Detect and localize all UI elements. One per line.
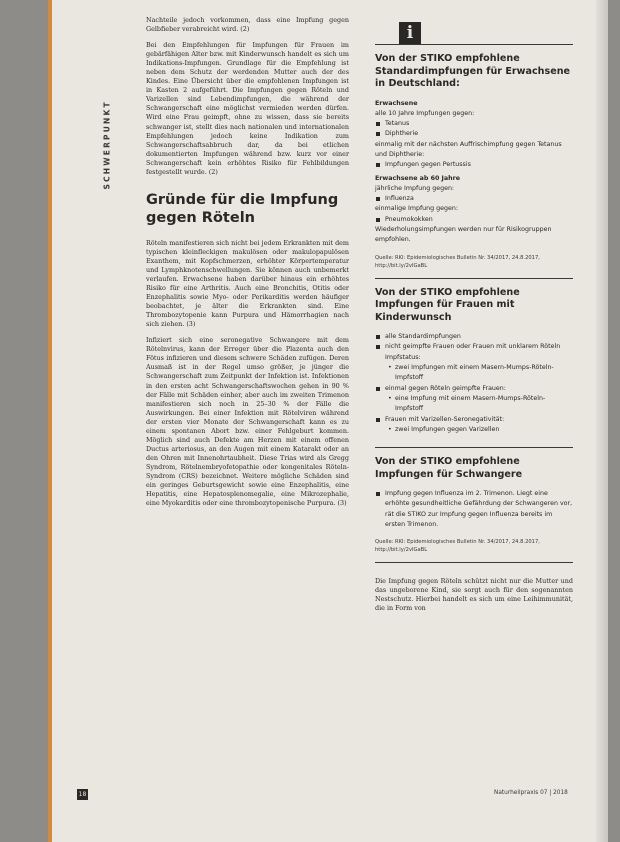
sub-list-item: • eine Impfung mit einem Masern-Mumps-Röteln-Impfstoff (375, 394, 573, 415)
list-item: alle Standardimpfungen (375, 332, 573, 342)
paragraph: Nachteile jedoch vorkommen, dass eine Impfung gegen Gelbfieber verabreicht wird. (2) (146, 16, 349, 34)
right-column (375, 22, 573, 620)
note: einmalig mit der nächsten Auffrischimpfung gegen Tetanus und Diphtherie: (375, 140, 562, 158)
sub-list-item: • zwei Impfungen mit einem Masern-Mumps-Röteln-Impfstoff (375, 363, 573, 384)
divider (375, 44, 573, 45)
paragraph: Röteln manifestieren sich nicht bei jedem Erkrankten mit dem typischen kleinfleckigen makulösen oder makulopapulösen Exanthem, mit Kopfschmerzen, erhöhter Körpertemperatur und Lymphknotenschwellungen. Sie können auch unbemerkt verlaufen. Erwachsene haben darüber hinaus ein erhöhtes Risiko für eine Arthritis. Auch eine Bronchitis, Otitis oder Enzephalitis sowie Myo- oder Perikarditis werden häufiger beobachtet, je älter die Erkrankten sind. Eine Thrombozytopenie kann Purpura und Hämorrhagien nach sich ziehen. (3) (146, 238, 349, 329)
list-item: Frauen mit Varizellen-Seronegativität: (375, 415, 573, 425)
group-label: Erwachsene (375, 99, 418, 107)
box-title: Von der STIKO empfohlene Impfungen für Frauen mit Kinderwunsch (375, 286, 520, 323)
list-item: nicht geimpfte Frauen oder Frauen mit unklarem Röteln Impfstatus: (375, 342, 573, 363)
divider (375, 562, 573, 563)
list-item: Diphtherie (375, 129, 573, 139)
group-label: Erwachsene ab 60 Jahre (375, 174, 461, 182)
list-item: Tetanus (375, 119, 573, 129)
page-curl-shadow (596, 0, 608, 842)
section-label (100, 42, 114, 192)
footer-publication: Naturheilpraxis 07 | 2018 (494, 790, 568, 796)
note: einmalige Impfung gegen: (375, 205, 459, 213)
section-label-text: SCHWERPUNKT (102, 100, 112, 190)
box-title: Von der STIKO empfohlene Standardimpfungen für Erwachsene in Deutschland: (375, 53, 571, 89)
group-sub: alle 10 Jahre Impfungen gegen: (375, 109, 475, 117)
info-box-kinderwunsch (375, 287, 573, 435)
source-note: Quelle: RKI: Epidemiologisches Bulletin Nr. 34/2017, 24.8.2017, http://bit.ly/2vIGaBL (375, 539, 540, 554)
paragraph: Bei den Empfehlungen für Impfungen für Frauen im gebärfähigen Alter bzw. mit Kinderwunsch handelt es sich um Indikations-Impfungen. Grundlage für die Empfehlung ist neben dem Schutz der werdenden Mutter auch der des Kindes. Eine Übersicht über die empfohlenen Impfungen ist in Kasten 2 aufgeführt. Die Impfungen gegen Röteln und Varizellen sind Lebendimpfungen, die während der Schwangerschaft eine möglichst vermieden werden dürfen. Wird eine Frau geimpft, ohne zu wissen, dass sie bereits schwanger ist, stellt dies nach nationalen und internationalen Empfehlungen jedoch keine Indikation zum Schwangerschaftsabbruch dar, da bei etlichen dokumentierten Impfungen während bzw. kurz vor einer Schwangerschaft kein erhöhtes Risiko für Fehlbildungen festgestellt wurde. (2) (146, 41, 349, 176)
list-item: Impfung gegen Influenza im 2. Trimenon. Liegt eine erhöhte gesundheitliche Gefährdung der Schwangeren vor, rät die STIKO zur Impfung gegen Influenza bereits im ersten Trimenon. (375, 489, 573, 530)
box-title: Von der STIKO empfohlene Impfungen für Schwangere (375, 456, 523, 480)
sub-list-item: • zwei Impfungen gegen Varizellen (375, 425, 573, 435)
divider (375, 447, 573, 448)
note: Wiederholungsimpfungen werden nur für Risikogruppen empfohlen. (375, 226, 552, 244)
left-column (146, 16, 349, 515)
paragraph: Infiziert sich eine seronegative Schwangere mit dem Rötelnvirus, kann der Erreger über die Plazenta auch den Fötus infizieren und diesem schwere Schäden zufügen. Deren Ausmaß ist in der Regel umso größer, je jünger die Schwangerschaft zum Zeitpunkt der Infektion ist. Infektionen in den ersten acht Schwangerschaftswochen gehen in 90 % der Fälle mit Schäden einher, aber auch im zweiten Trimenon manifestieren sich noch in 25–30 % der Fälle die Auswirkungen. Bei einer Infektion mit Rötelviren während der ersten vier Monate der Schwangerschaft kann es zu einem spontanen Abort bzw. einer Fehlgeburt kommen. Möglich sind auch Defekte am Herzen mit einem offenen Ductus arteriosus, an den Augen mit einem Katarakt oder an den Ohren mit Innenohrtaubheit. Diese Trias wird als Gregg Syndrom, Rötelnembryofetopathie oder kongenitales Röteln-Syndrom (CRS) bezeichnet. Weitere mögliche Schäden sind ein geringes Geburtsgewicht sowie eine Enzephalitis, eine Hepatitis, eine Hepatosplenomegalie, eine Mikrozephalie, eine Myokarditis oder eine thrombozytopenische Purpura. (3) (146, 336, 349, 508)
list-item: Pneumokokken (375, 215, 573, 225)
section-heading: Gründe für die Impfung gegen Röteln (146, 191, 339, 226)
info-box-adults (375, 53, 573, 270)
list-item: Impfungen gegen Pertussis (375, 160, 573, 170)
orange-page-edge (48, 0, 52, 842)
list-item: einmal gegen Röteln geimpfte Frauen: (375, 384, 573, 394)
paragraph: Die Impfung gegen Röteln schützt nicht nur die Mutter und das ungeborene Kind, sie sorgt auch für den sogenannten Nestschutz. Hierbei handelt es sich um eine Leihimmunität, die in Form von (375, 577, 573, 613)
divider (375, 278, 573, 279)
info-box-schwangere (375, 456, 573, 554)
list-item: Influenza (375, 194, 573, 204)
page-number: 18 (78, 791, 87, 798)
source-note: Quelle: RKI: Epidemiologisches Bulletin Nr. 34/2017, 24.8.2017, http://bit.ly/2vIGaBL (375, 254, 540, 269)
group-sub: jährliche Impfung gegen: (375, 184, 455, 192)
info-icon: i (399, 22, 421, 44)
